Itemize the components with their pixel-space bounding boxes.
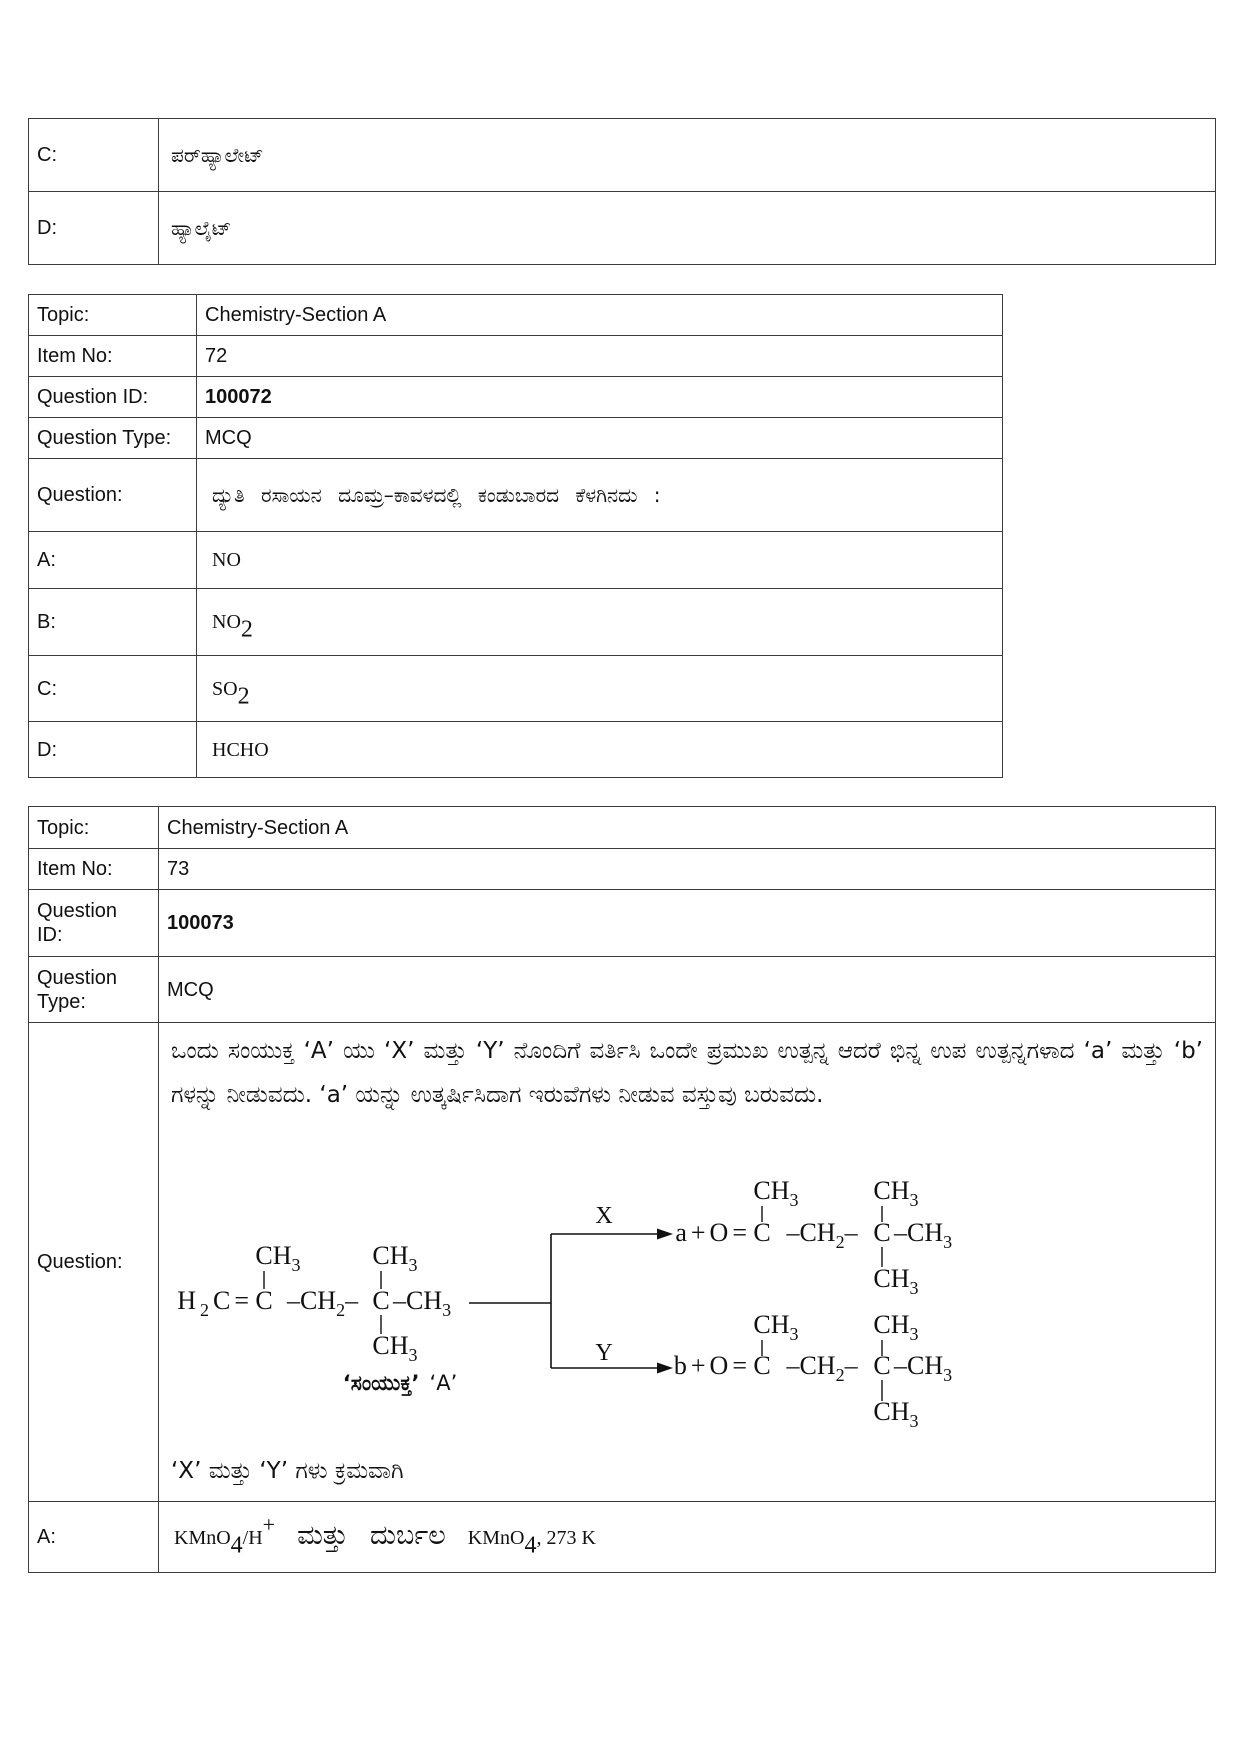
option-row-a: [29, 1502, 1216, 1573]
reactant-right-fragment: $-CH_3$: [393, 1286, 452, 1320]
question-type-label: [29, 957, 159, 1023]
question-type-value: MCQ: [197, 418, 1003, 459]
product-bottom-structure: [674, 1310, 952, 1431]
question-type-row: [29, 418, 1003, 459]
formula-text: SO: [212, 677, 238, 700]
question-type-label-text: Question Type:: [37, 966, 118, 1013]
product-bottom-right-fragment: $-CH_3$: [894, 1351, 953, 1385]
option-label: C:: [29, 656, 197, 722]
item-no-value: 73: [159, 849, 1216, 890]
item-no-label: Item No:: [29, 849, 159, 890]
reaction-scheme-diagram: [161, 1161, 1211, 1433]
reactant-methyl-c2-top: $CH_3$: [372, 1241, 418, 1275]
reactant-carbon-1: C: [255, 1286, 273, 1315]
topic-label: Topic:: [29, 807, 159, 849]
reagent-y-label: Y: [595, 1340, 613, 1366]
question-id-row: [29, 890, 1216, 957]
compound-a-structure: [177, 1241, 457, 1396]
question-id-label-text: Question ID:: [37, 900, 118, 946]
product-bottom-carbon-2: C: [873, 1351, 891, 1380]
formula-subscript: 2: [237, 682, 250, 709]
product-top-left-fragment: a+O=: [675, 1218, 751, 1247]
item-no-value: 72: [197, 336, 1003, 377]
temperature-text: , 273 K: [536, 1527, 596, 1549]
product-top-right-fragment: $-CH_3$: [894, 1218, 953, 1252]
formula-kmno4: KMnO: [467, 1527, 525, 1549]
topic-label: Topic:: [29, 295, 197, 336]
reactant-middle-fragment: $-CH_2-$: [286, 1286, 359, 1320]
option-value: ಹ್ಯಾಲೈಟ್: [159, 192, 1216, 265]
option-label: A:: [29, 532, 197, 589]
question-label: Question:: [29, 459, 197, 532]
question-row: [29, 1023, 1216, 1502]
question-label: Question:: [29, 1023, 159, 1502]
arrow-y-head-icon: [657, 1363, 673, 1374]
product-bottom-middle-fragment: $-CH_2-$: [786, 1351, 858, 1385]
product-top-structure: [675, 1176, 952, 1298]
product-top-methyl-c2-top: $CH_3$: [873, 1176, 919, 1210]
product-bottom-methyl-c2-bottom: $CH_3$: [873, 1397, 919, 1431]
option-row-c: [29, 119, 1216, 192]
product-top-methyl-c1-top: $CH_3$: [753, 1176, 799, 1210]
option-row-d: [29, 192, 1216, 265]
reactant-left-fragment: $H_2C=$: [177, 1286, 253, 1320]
option-label: B:: [29, 589, 197, 656]
product-bottom-methyl-c2-top: $CH_3$: [873, 1310, 919, 1344]
question-id-label: Question ID:: [29, 377, 197, 418]
question-content: [159, 1023, 1216, 1502]
option-value: [197, 589, 1003, 656]
formula-kmno4: KMnO: [174, 1527, 231, 1549]
reactant-methyl-c1-top: $CH_3$: [255, 1241, 301, 1275]
formula-subscript: 4: [524, 1532, 537, 1559]
option-value: [159, 1502, 1216, 1573]
question-72-table: [28, 294, 1003, 778]
option-label: A:: [29, 1502, 159, 1573]
question-id-value: 100073: [159, 890, 1216, 957]
option-value: [197, 656, 1003, 722]
product-bottom-carbon-1: C: [753, 1351, 771, 1380]
previous-question-options-table: [28, 118, 1216, 265]
question-type-value: MCQ: [159, 957, 1216, 1023]
item-no-row: [29, 849, 1216, 890]
option-row-d: [29, 722, 1003, 778]
question-type-label: Question Type:: [29, 418, 197, 459]
question-type-row: [29, 957, 1216, 1023]
word-and: ಮತ್ತು: [297, 1520, 348, 1551]
topic-value: Chemistry-Section A: [197, 295, 1003, 336]
item-no-label: Item No:: [29, 336, 197, 377]
question-73-table: [28, 806, 1216, 1573]
formula-h: /H: [242, 1527, 263, 1549]
reagent-x-label: X: [595, 1203, 613, 1229]
arrow-x-head-icon: [657, 1229, 673, 1240]
reactant-carbon-2: C: [372, 1286, 390, 1315]
word-dilute: ದುರ್ಬಲ: [369, 1520, 446, 1551]
product-top-carbon-1: C: [753, 1218, 771, 1247]
question-footer-text: ‘X’ ಮತ್ತು ‘Y’ ಗಳು ಕ್ರಮವಾಗಿ: [171, 1458, 404, 1484]
formula-text: NO: [212, 611, 241, 633]
option-row-b: [29, 589, 1003, 656]
question-box: [159, 1023, 1215, 1501]
formula-text: NO: [212, 549, 241, 571]
option-row-c: [29, 656, 1003, 722]
formula-subscript: 4: [230, 1532, 243, 1559]
option-label: C:: [29, 119, 159, 192]
product-bottom-methyl-c1-top: $CH_3$: [753, 1310, 799, 1344]
formula-text: HCHO: [212, 738, 269, 761]
question-id-row: [29, 377, 1003, 418]
formula-superscript: +: [262, 1511, 276, 1537]
reaction-arrows: [469, 1203, 673, 1374]
product-top-middle-fragment: $-CH_2-$: [786, 1218, 858, 1252]
option-value: ಪರ್‌ಹ್ಯಾಲೇಟ್: [159, 119, 1216, 192]
option-label: D:: [29, 192, 159, 265]
product-top-carbon-2: C: [873, 1218, 891, 1247]
option-value: [197, 722, 1003, 778]
topic-row: [29, 807, 1216, 849]
option-label: D:: [29, 722, 197, 778]
option-row-a: [29, 532, 1003, 589]
topic-value: Chemistry-Section A: [159, 807, 1216, 849]
product-bottom-left-fragment: b+O=: [673, 1351, 751, 1380]
compound-a-caption: ‘ಸಂಯುಕ್ತ’ ‘A’: [342, 1371, 458, 1395]
item-no-row: [29, 336, 1003, 377]
question-text: ದ್ಯುತಿ ರಸಾಯನ ದೂಮ್ರ–ಕಾವಳದಲ್ಲಿ ಕಂಡುಬಾರದ ಕೆಳಗಿನದು :: [197, 459, 1003, 532]
reactant-methyl-c2-bottom: $CH_3$: [372, 1331, 418, 1365]
question-id-value: 100072: [197, 377, 1003, 418]
formula-subscript: 2: [240, 616, 253, 643]
topic-row: [29, 295, 1003, 336]
question-row: [29, 459, 1003, 532]
product-top-methyl-c2-bottom: $CH_3$: [873, 1264, 919, 1298]
question-text: ಒಂದು ಸಂಯುಕ್ತ ‘A’ ಯು ‘X’ ಮತ್ತು ‘Y’ ನೊಂದಿಗೆ ವರ್ತಿಸಿ ಒಂದೇ ಪ್ರಮುಖ ಉತ್ಪನ್ನ ಆದರೆ ಭಿನ್ನ ಉಪ ಉತ್ಪನ್ನಗಳಾದ ‘a’ ಮತ್ತು ‘b’ ಗಳನ್ನು ನೀಡುವದು. ‘a’ ಯನ್ನು ಉತ್ಕರ್ಷಿಸಿದಾಗ ಇರುವೆಗಳು ನೀಡುವ ವಸ್ತುವು ಬರುವದು.: [171, 1038, 1203, 1108]
option-value: [197, 532, 1003, 589]
question-id-label: [29, 890, 159, 957]
